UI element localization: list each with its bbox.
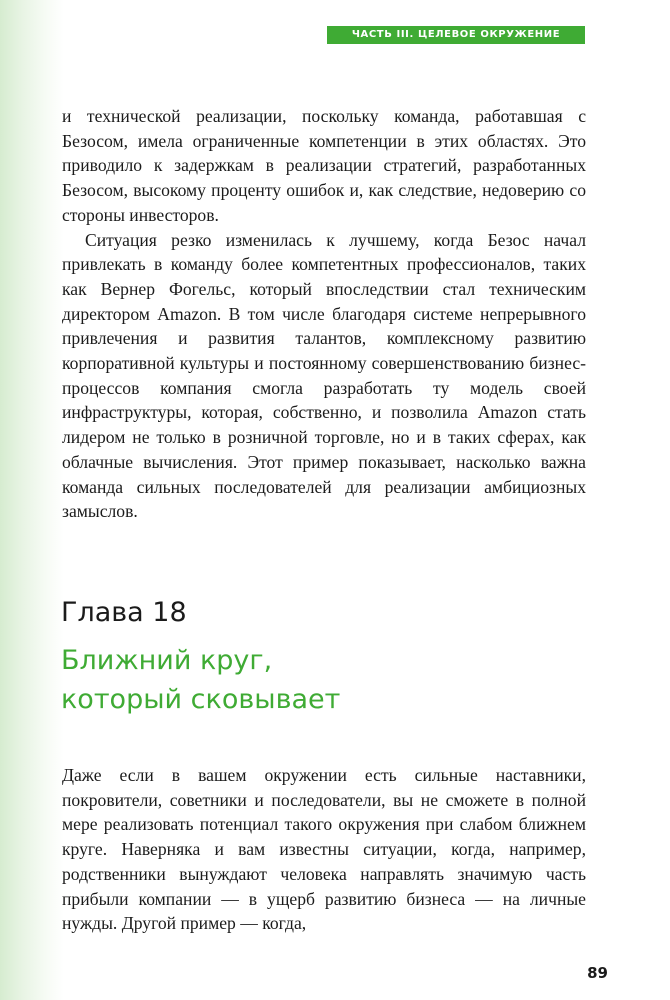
paragraph: и технической реализации, поскольку команда, работавшая с Безосом, имела ограниченные компетенции в этих областях. Это приводило к задержкам в реализации стратегий, разработанных Безосом, высокому проценту ошибок и, как следствие, недоверию со стороны инвесторов. — [62, 106, 586, 225]
section-header-label: ЧАСТЬ III. ЦЕЛЕВОЕ ОКРУЖЕНИЕ — [327, 26, 585, 44]
chapter-body-text — [62, 763, 586, 936]
body-text — [62, 104, 586, 524]
page-edge-tint — [0, 0, 64, 1000]
page-number: 89 — [587, 964, 608, 982]
paragraph: Даже если в вашем окружении есть сильные наставники, покровители, советники и последователи, вы не сможете в полной мере реализовать потенциал такого окружения при слабом ближнем круге. Наверняка и вам известны ситуации, когда, например, родственники вынуждают человека направлять значимую часть прибыли компании — в ущерб развитию бизнеса — на личные нужды. Другой пример — когда, — [62, 765, 586, 934]
chapter-title-line: Ближний круг, — [61, 645, 273, 676]
chapter-number: Глава 18 — [61, 597, 187, 628]
paragraph: Ситуация резко изменилась к лучшему, когда Безос начал привлекать в команду более компетентных профессионалов, таких как Вернер Фогельс, который впоследствии стал техническим директором Amazon. В том числе благодаря системе непрерывного привлечения и развития талантов, комплексному развитию корпоративной культуры и постоянному совершенствованию бизнес-процессов компания смогла разработать ту модель своей инфраструктуры, которая, собственно, и позволила Amazon стать лидером не только в розничной торговле, но и в таких сферах, как облачные вычисления. Этот пример показывает, насколько важна команда сильных последователей для реализации амбициозных замыслов. — [62, 229, 586, 522]
chapter-title — [61, 641, 340, 719]
chapter-title-line: который сковывает — [61, 684, 341, 715]
